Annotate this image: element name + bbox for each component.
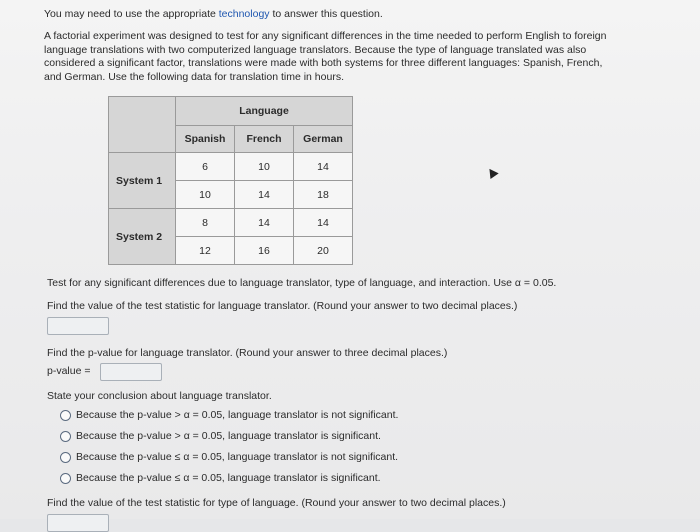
table-cell: 20 xyxy=(294,237,353,265)
question-translator-pvalue: Find the p-value for language translator. (Round your answer to three decimal places.) xyxy=(47,347,448,359)
translator-statistic-input[interactable] xyxy=(47,317,109,335)
row-system-1: System 1 xyxy=(109,153,176,209)
tech-note xyxy=(44,8,674,20)
option-4-label[interactable]: Because the p-value ≤ α = 0.05, language translator is significant. xyxy=(76,472,381,484)
option-1-label[interactable]: Because the p-value > α = 0.05, language translator is not significant. xyxy=(76,409,399,421)
option-2-radio[interactable] xyxy=(60,431,71,442)
problem-line-1: A factorial experiment was designed to test for any significant differences in the time needed to perform English to foreign xyxy=(44,30,607,42)
technology-link[interactable]: technology xyxy=(218,8,270,20)
tech-note-prefix: You may need to use the appropriate xyxy=(44,8,219,20)
table-cell: 14 xyxy=(294,209,353,237)
option-1-radio[interactable] xyxy=(60,410,71,421)
table-cell: 14 xyxy=(235,181,294,209)
table-corner xyxy=(109,97,176,153)
language-statistic-input[interactable] xyxy=(47,514,109,532)
table-cell: 14 xyxy=(294,153,353,181)
table-cell: 16 xyxy=(235,237,294,265)
problem-line-2: language translations with two computerized language translators. Because the type of language translated was also xyxy=(44,43,587,56)
pvalue-label: p-value = xyxy=(47,365,91,377)
option-3-radio[interactable] xyxy=(60,452,71,463)
table-cell: 12 xyxy=(176,237,235,265)
col-spanish: Spanish xyxy=(176,126,235,153)
question-translator-statistic: Find the value of the test statistic for language translator. (Round your answer to two decimal places.) xyxy=(47,300,518,312)
problem-line-3: considered a significant factor, translations were made with both systems for three different languages: Spanish, French, xyxy=(44,57,603,69)
data-table xyxy=(108,96,353,265)
pvalue-input[interactable] xyxy=(100,363,162,381)
row-system-2: System 2 xyxy=(109,209,176,265)
conclusion-prompt: State your conclusion about language translator. xyxy=(47,390,272,402)
col-french: French xyxy=(235,126,294,153)
option-3-label[interactable]: Because the p-value ≤ α = 0.05, language translator is not significant. xyxy=(76,451,399,463)
problem-line-4: and German. Use the following data for translation time in hours. xyxy=(44,70,344,83)
question-language-statistic: Find the value of the test statistic for type of language. (Round your answer to two decimal places.) xyxy=(47,497,506,509)
mouse-cursor-icon xyxy=(485,166,498,179)
table-cell: 6 xyxy=(176,153,235,181)
table-cell: 14 xyxy=(235,209,294,237)
language-header: Language xyxy=(176,97,353,126)
question-intro xyxy=(44,8,674,84)
test-instruction: Test for any significant differences due to language translator, type of language, and interaction. Use α = 0.05. xyxy=(47,277,557,289)
table-cell: 10 xyxy=(176,181,235,209)
table-cell: 10 xyxy=(235,153,294,181)
option-4-radio[interactable] xyxy=(60,473,71,484)
table-cell: 18 xyxy=(294,181,353,209)
col-german: German xyxy=(294,126,353,153)
table-cell: 8 xyxy=(176,209,235,237)
tech-note-suffix: to answer this question. xyxy=(269,8,383,20)
option-2-label[interactable]: Because the p-value > α = 0.05, language translator is significant. xyxy=(76,430,381,442)
